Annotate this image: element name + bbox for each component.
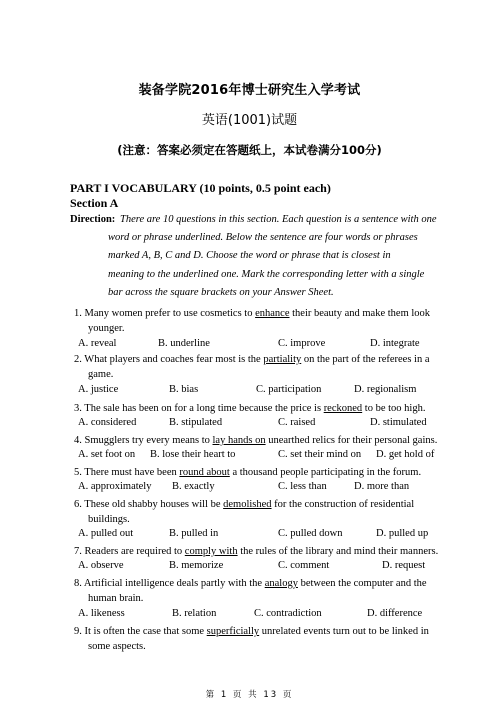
option-c: C. pulled down [278,528,343,539]
option-a: A. justice [78,384,119,395]
question-stem-continued: buildings. [88,514,130,525]
question-stem-continued: younger. [88,323,125,334]
question-stem: 9. It is often the case that some superficially unrelated events turn out to be linked in [74,626,429,637]
direction-line: There are 10 questions in this section. Each question is a sentence with one [120,214,437,225]
question-stem-continued: some aspects. [88,641,146,652]
direction-line: meaning to the underlined one. Mark the corresponding letter with a single [108,268,425,280]
direction-label: Direction: [70,214,116,225]
question-4-options [78,449,448,464]
direction-line: bar across the square brackets on your Answer Sheet. [108,286,334,298]
question-stem-continued: game. [88,369,114,380]
question-stem-continued: human brain. [88,593,144,604]
exam-subtitle: 英语(1001)试题 [201,113,298,128]
option-c: C. comment [278,560,330,571]
question-4 [74,433,442,448]
option-c: C. raised [278,417,316,428]
question-3-options [78,417,448,432]
underlined-word: analogy [264,578,298,589]
option-d: D. stimulated [370,417,427,428]
option-b: B. relation [172,608,217,619]
underlined-word: enhance [255,308,290,319]
section-heading: Section A [70,196,119,210]
question-stem: 5. There must have been round about a thousand people participating in the forum. [74,467,422,478]
question-stem: 7. Readers are required to comply with the rules of the library and mind their manners. [74,546,439,557]
exam-title: 装备学院2016年博士研究生入学考试 [138,83,361,98]
underlined-word: superficially [206,626,260,637]
question-2 [74,352,442,382]
question-stem: 8. Artificial intelligence deals partly with the analogy between the computer and the [74,578,427,589]
option-b: B. memorize [169,560,224,571]
underlined-word: comply with [184,546,238,557]
question-stem: 6. These old shabby houses will be demolished for the construction of residential [74,499,415,510]
option-a: A. likeness [78,608,125,619]
question-stem: 1. Many women prefer to use cosmetics to enhance their beauty and make them look [74,308,431,319]
option-c: C. set their mind on [278,449,362,460]
option-c: C. participation [256,384,322,395]
option-d: D. request [382,560,426,571]
option-b: B. underline [158,338,210,349]
underlined-word: partiality [263,354,302,365]
question-8-options [78,608,448,623]
option-d: D. difference [367,608,423,619]
option-b: B. bias [169,384,199,395]
question-1-options [78,338,448,353]
option-c: C. contradiction [254,608,322,619]
option-d: D. integrate [370,338,420,349]
option-c: C. improve [278,338,326,349]
option-a: A. observe [78,560,124,571]
question-5 [74,465,442,480]
question-stem: 4. Smugglers try every means to lay hands on unearthed relics for their personal gains. [74,435,438,446]
option-a: A. pulled out [78,528,134,539]
page-footer: 第 1 页 共 13 页 [205,690,294,700]
direction-line: word or phrase underlined. Below the sentence are four words or phrases [108,232,418,244]
underlined-word: round about [179,467,230,478]
question-3 [74,401,442,416]
option-a: A. approximately [78,481,152,492]
part-heading: PART I VOCABULARY (10 points, 0.5 point each) [70,181,331,195]
question-8 [74,576,442,606]
option-a: A. reveal [78,338,117,349]
direction-line: marked A, B, C and D. Choose the word or phrase that is closest in [108,250,391,262]
question-6-options [78,528,448,543]
question-9 [74,624,442,654]
question-7 [74,544,442,559]
option-d: D. get hold of [376,449,435,460]
question-stem: 3. The sale has been on for a long time because the price is reckoned to be too high. [74,403,426,414]
question-6 [74,497,442,527]
option-d: D. regionalism [354,384,417,395]
option-a: A. considered [78,417,137,428]
option-a: A. set foot on [78,449,136,460]
underlined-word: lay hands on [212,435,266,446]
option-b: B. exactly [172,481,215,492]
question-5-options [78,481,448,496]
underlined-word: reckoned [323,403,363,414]
option-c: C. less than [278,481,327,492]
option-b: B. stipulated [169,417,223,428]
option-b: B. pulled in [169,528,219,539]
question-stem: 2. What players and coaches fear most is the partiality on the part of the referees in a [74,354,430,365]
question-1 [74,306,442,336]
exam-note: (注意：答案必须定在答题纸上，本试卷满分100分) [117,143,382,157]
option-d: D. pulled up [376,528,429,539]
option-b: B. lose their heart to [150,449,236,460]
direction-block [70,211,442,302]
underlined-word: demolished [223,499,272,510]
question-2-options [78,384,448,399]
option-d: D. more than [354,481,410,492]
question-7-options [78,560,448,575]
